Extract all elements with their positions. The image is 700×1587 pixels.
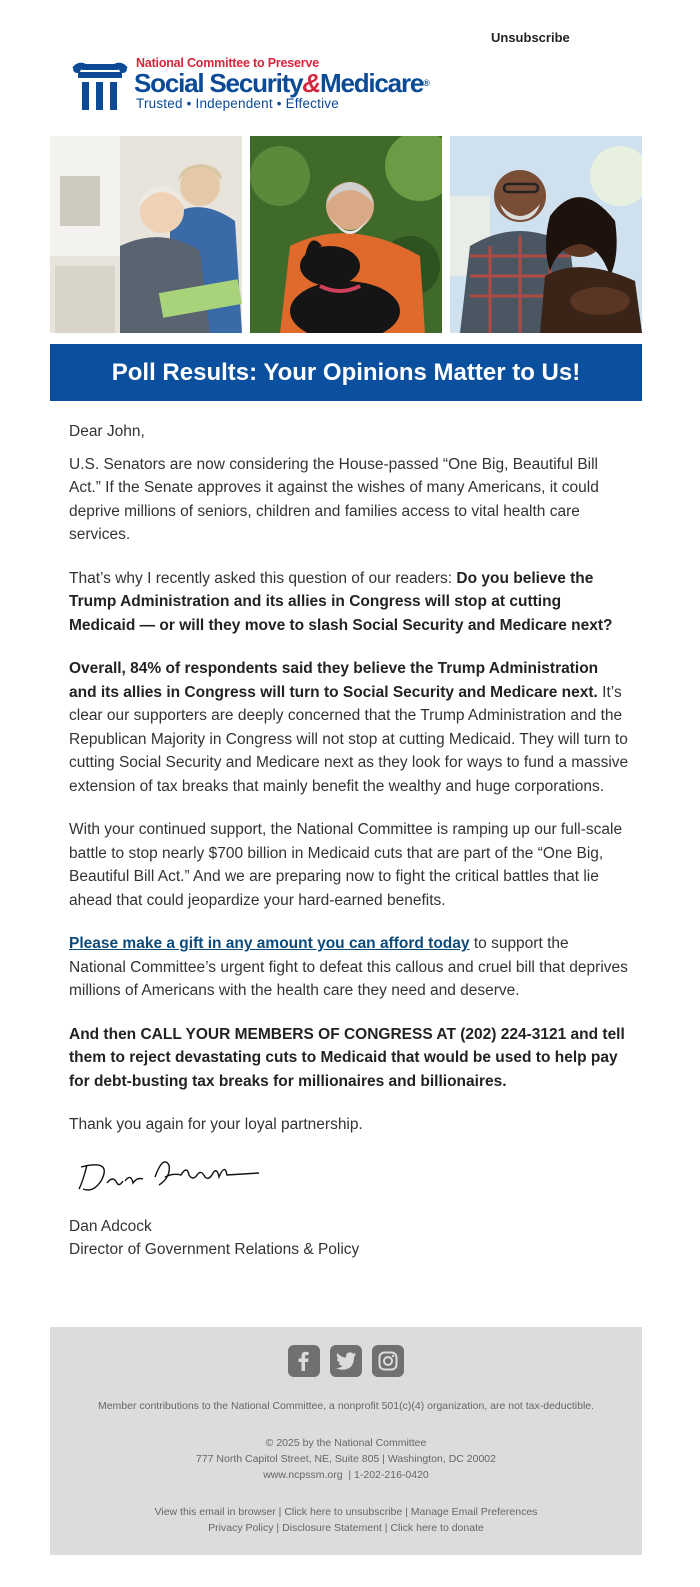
logo-org-line: National Committee to Preserve bbox=[136, 56, 319, 70]
web-phone: www.ncpssm.org | 1-202-216-0420 bbox=[263, 1469, 429, 1481]
paragraph-call-congress: And then CALL YOUR MEMBERS OF CONGRESS AT (202) 224-3121 and tell them to reject devastating cuts to Medicaid that would be used to help pay for debt-busting tax breaks for millionaires and billionaires. bbox=[69, 1025, 625, 1090]
logo-title: Social Security&Medicare® bbox=[134, 68, 430, 98]
email-footer bbox=[50, 1327, 642, 1555]
website-link[interactable]: www.ncpssm.org bbox=[263, 1469, 343, 1481]
email-preferences-link[interactable]: Manage Email Preferences bbox=[410, 1506, 538, 1518]
instagram-icon[interactable] bbox=[372, 1345, 404, 1377]
signer-name: Dan Adcock bbox=[69, 1217, 152, 1235]
poll-results-banner bbox=[50, 344, 642, 401]
letter-body bbox=[69, 420, 629, 1262]
paragraph-question: That’s why I recently asked this question of our readers: Do you believe the Trump Administration and its allies in Congress will stop at cutting Medicaid — or will they move to slash Social Security and Medicare next? bbox=[69, 569, 613, 634]
copyright: © 2025 by the National Committee bbox=[265, 1437, 427, 1449]
paragraph-senate: U.S. Senators are now considering the House-passed “One Big, Beautiful Bill Act.” If the Senate approves it against the wishes of many Americans, it could deprive millions of seniors, children and families access to vital health care services. bbox=[69, 455, 599, 543]
hero-photos bbox=[50, 136, 642, 333]
social-links bbox=[50, 1345, 642, 1377]
org-contact bbox=[50, 1435, 642, 1483]
paragraph-results: Overall, 84% of respondents said they believe the Trump Administration and its allies in Congress will turn to Social Security and Medicare next. It’s clear our supporters are deeply concerned that the Trump Administration and the Republican Majority in Congress will not stop at cutting Medicaid. They will turn to cutting Social Security and Medicare next as they look for ways to fund a massive extension of tax breaks that mainly benefit the wealthy and huge corporations. bbox=[69, 660, 629, 795]
phone-number: 1-202-216-0420 bbox=[354, 1469, 429, 1481]
tax-disclaimer: Member contributions to the National Committee, a nonprofit 501(c)(4) organization, are not tax-deductible. bbox=[97, 1400, 595, 1412]
donate-link[interactable]: Please make a gift in any amount you can afford today bbox=[69, 935, 470, 952]
pillar-logo-icon bbox=[70, 58, 130, 112]
logo-tagline: Trusted • Independent • Effective bbox=[136, 96, 339, 111]
view-in-browser-link[interactable]: View this email in browser bbox=[154, 1506, 276, 1518]
closing: Thank you again for your loyal partnership. bbox=[69, 1116, 363, 1133]
footer-links: View this email in browser | Click here to unsubscribe | Manage Email Preferences Privacy Policy | Disclosure Statement | Click here to donate bbox=[154, 1506, 538, 1534]
banner-title: Poll Results: Your Opinions Matter to Us! bbox=[111, 358, 581, 386]
unsubscribe-link[interactable]: Unsubscribe bbox=[491, 30, 570, 45]
photo-two-women bbox=[50, 136, 242, 333]
facebook-icon[interactable] bbox=[288, 1345, 320, 1377]
address: 777 North Capitol Street, NE, Suite 805 | Washington, DC 20002 bbox=[195, 1453, 496, 1465]
signer-title: Director of Government Relations & Policy bbox=[69, 1241, 360, 1258]
paragraph-support: With your continued support, the National Committee is ramping up our full-scale battle to stop nearly $700 billion in Medicaid cuts that are part of the “One Big, Beautiful Bill Act.” And we are preparing now to fight the critical battles that lie ahead that could jeopardize your hard-earned benefits. bbox=[69, 821, 623, 909]
greeting: Dear John, bbox=[69, 423, 145, 440]
twitter-icon[interactable] bbox=[330, 1345, 362, 1377]
privacy-policy-link[interactable]: Privacy Policy bbox=[208, 1522, 274, 1534]
photo-man-with-dog bbox=[250, 136, 442, 333]
footer-unsubscribe-link[interactable]: Click here to unsubscribe bbox=[284, 1506, 403, 1518]
paragraph-gift: Please make a gift in any amount you can afford today to support the National Committee’s urgent fight to defeat this callous and cruel bill that deprives millions of Americans with the health care they need and deserve. bbox=[69, 935, 628, 999]
disclosure-statement-link[interactable]: Disclosure Statement bbox=[282, 1522, 382, 1534]
footer-donate-link[interactable]: Click here to donate bbox=[390, 1522, 484, 1534]
photo-couple-embrace bbox=[450, 136, 642, 333]
ncpssm-logo[interactable] bbox=[70, 56, 430, 114]
signature-image bbox=[73, 1155, 263, 1199]
